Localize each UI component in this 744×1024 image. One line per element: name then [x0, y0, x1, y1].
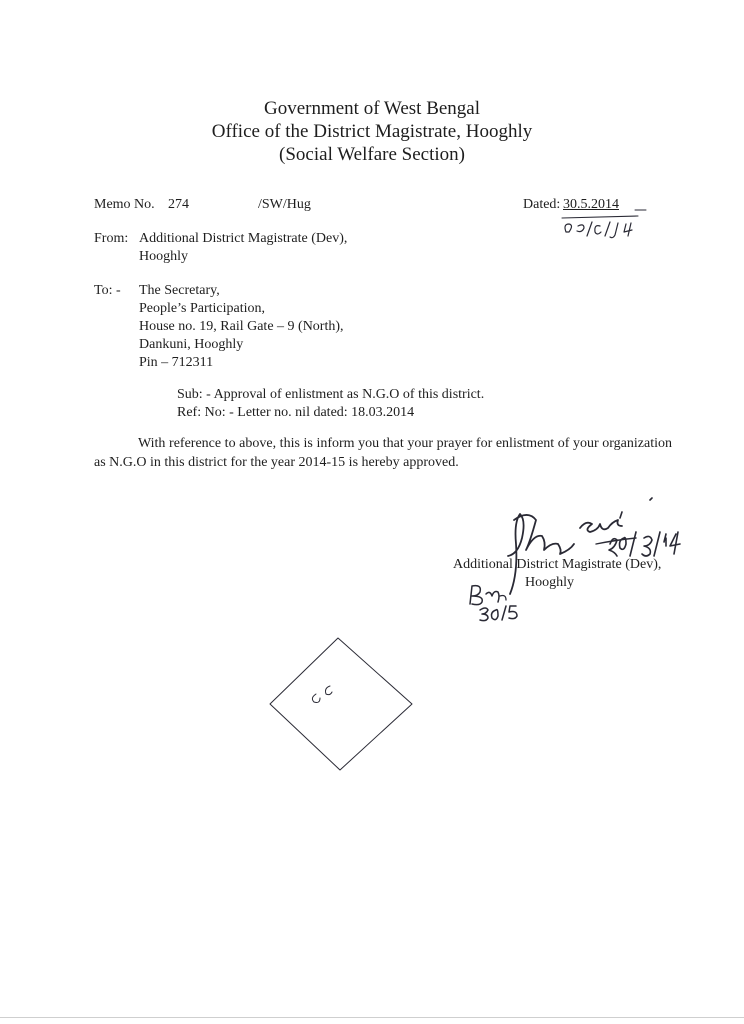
scan-edge-line: [0, 1017, 744, 1018]
from-label: From:: [94, 231, 129, 246]
signature-title: Additional District Magistrate (Dev),: [453, 557, 662, 572]
dated-value: 30.5.2014: [563, 197, 619, 212]
dated-label: Dated:: [523, 197, 561, 212]
memo-number: 274: [168, 197, 189, 212]
reference-line: Ref: No: - Letter no. nil dated: 18.03.2014: [177, 405, 415, 420]
subject-line: Sub: - Approval of enlistment as N.G.O of this district.: [177, 387, 485, 402]
header-line-section: (Social Welfare Section): [279, 144, 465, 165]
memo-label: Memo No.: [94, 197, 155, 212]
to-line-5: Pin – 712311: [139, 355, 214, 370]
to-line-2: People’s Participation,: [139, 301, 265, 316]
body-paragraph: With reference to above, this is inform you that your prayer for enlistment of your organization as N.G.O in this district for the year 2014-15 is hereby approved.: [94, 436, 672, 470]
handwritten-date-annotation: [560, 214, 650, 238]
from-line-2: Hooghly: [139, 249, 188, 264]
to-line-1: The Secretary,: [139, 283, 220, 298]
to-label: To: -: [94, 283, 121, 298]
header-line-office: Office of the District Magistrate, Hooghly: [211, 121, 533, 142]
to-line-4: Dankuni, Hooghly: [139, 337, 244, 352]
dash-mark: [634, 208, 648, 212]
from-line-1: Additional District Magistrate (Dev),: [139, 231, 348, 246]
handwritten-initials: [466, 582, 526, 624]
to-line-3: House no. 19, Rail Gate – 9 (North),: [139, 319, 344, 334]
memo-suffix: /SW/Hug: [258, 197, 311, 212]
signature-place: Hooghly: [525, 575, 574, 590]
scan-artifact: [266, 634, 416, 774]
header-line-government: Government of West Bengal: [263, 98, 481, 119]
